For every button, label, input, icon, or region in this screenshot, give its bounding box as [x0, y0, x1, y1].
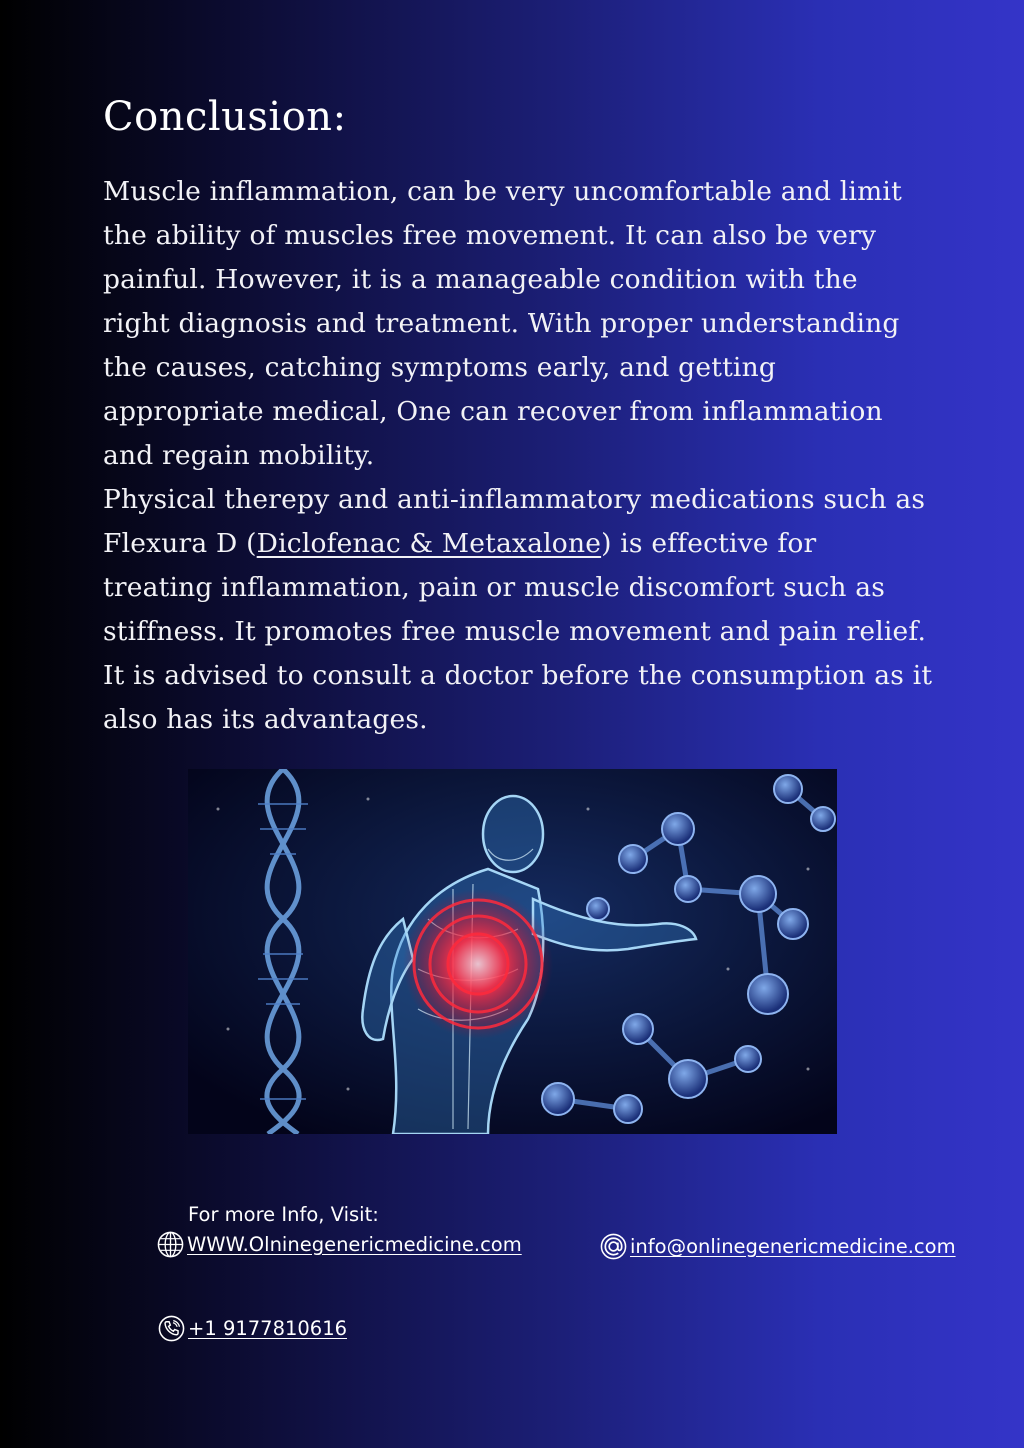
- paragraph-2-intro: Physical therepy and anti-inflammatory medications such as Flexura D (: [103, 484, 926, 559]
- website-contact: [157, 1231, 522, 1258]
- phone-icon: [158, 1315, 185, 1342]
- page-title: Conclusion:: [103, 94, 347, 140]
- paragraph-1-text: Muscle inflammation, can be very uncomfortable and limit the ability of muscles free movement. It can also be very painful. However, it is a manageable condition with the right diagnosis and treatment. With proper understanding the causes, catching symptoms early, and getting appropriate medical, One can recover from inflammation and regain mobility.: [103, 176, 902, 471]
- phone-contact: [158, 1315, 347, 1342]
- email-link[interactable]: info@onlinegenericmedicine.com: [630, 1235, 956, 1258]
- phone-link[interactable]: +1 9177810616: [188, 1317, 348, 1340]
- paragraph-2-rest: ) is effective for treating inflammation, pain or muscle discomfort such as stiffness. It promotes free muscle movement and pain relief. It is advised to consult a doctor before the consumption as it also has its advantages.: [103, 528, 933, 735]
- globe-icon: [157, 1231, 184, 1258]
- muscle-inflammation-image: [188, 769, 837, 1134]
- diclofenac-metaxalone-link[interactable]: Diclofenac & Metaxalone: [256, 528, 602, 559]
- conclusion-paragraph: [103, 170, 933, 742]
- email-contact: [600, 1233, 956, 1260]
- anatomy-illustration-icon: [188, 769, 837, 1134]
- at-sign-icon: [600, 1233, 627, 1260]
- website-link[interactable]: WWW.Olninegenericmedicine.com: [187, 1233, 522, 1256]
- more-info-label: For more Info, Visit:: [188, 1203, 379, 1226]
